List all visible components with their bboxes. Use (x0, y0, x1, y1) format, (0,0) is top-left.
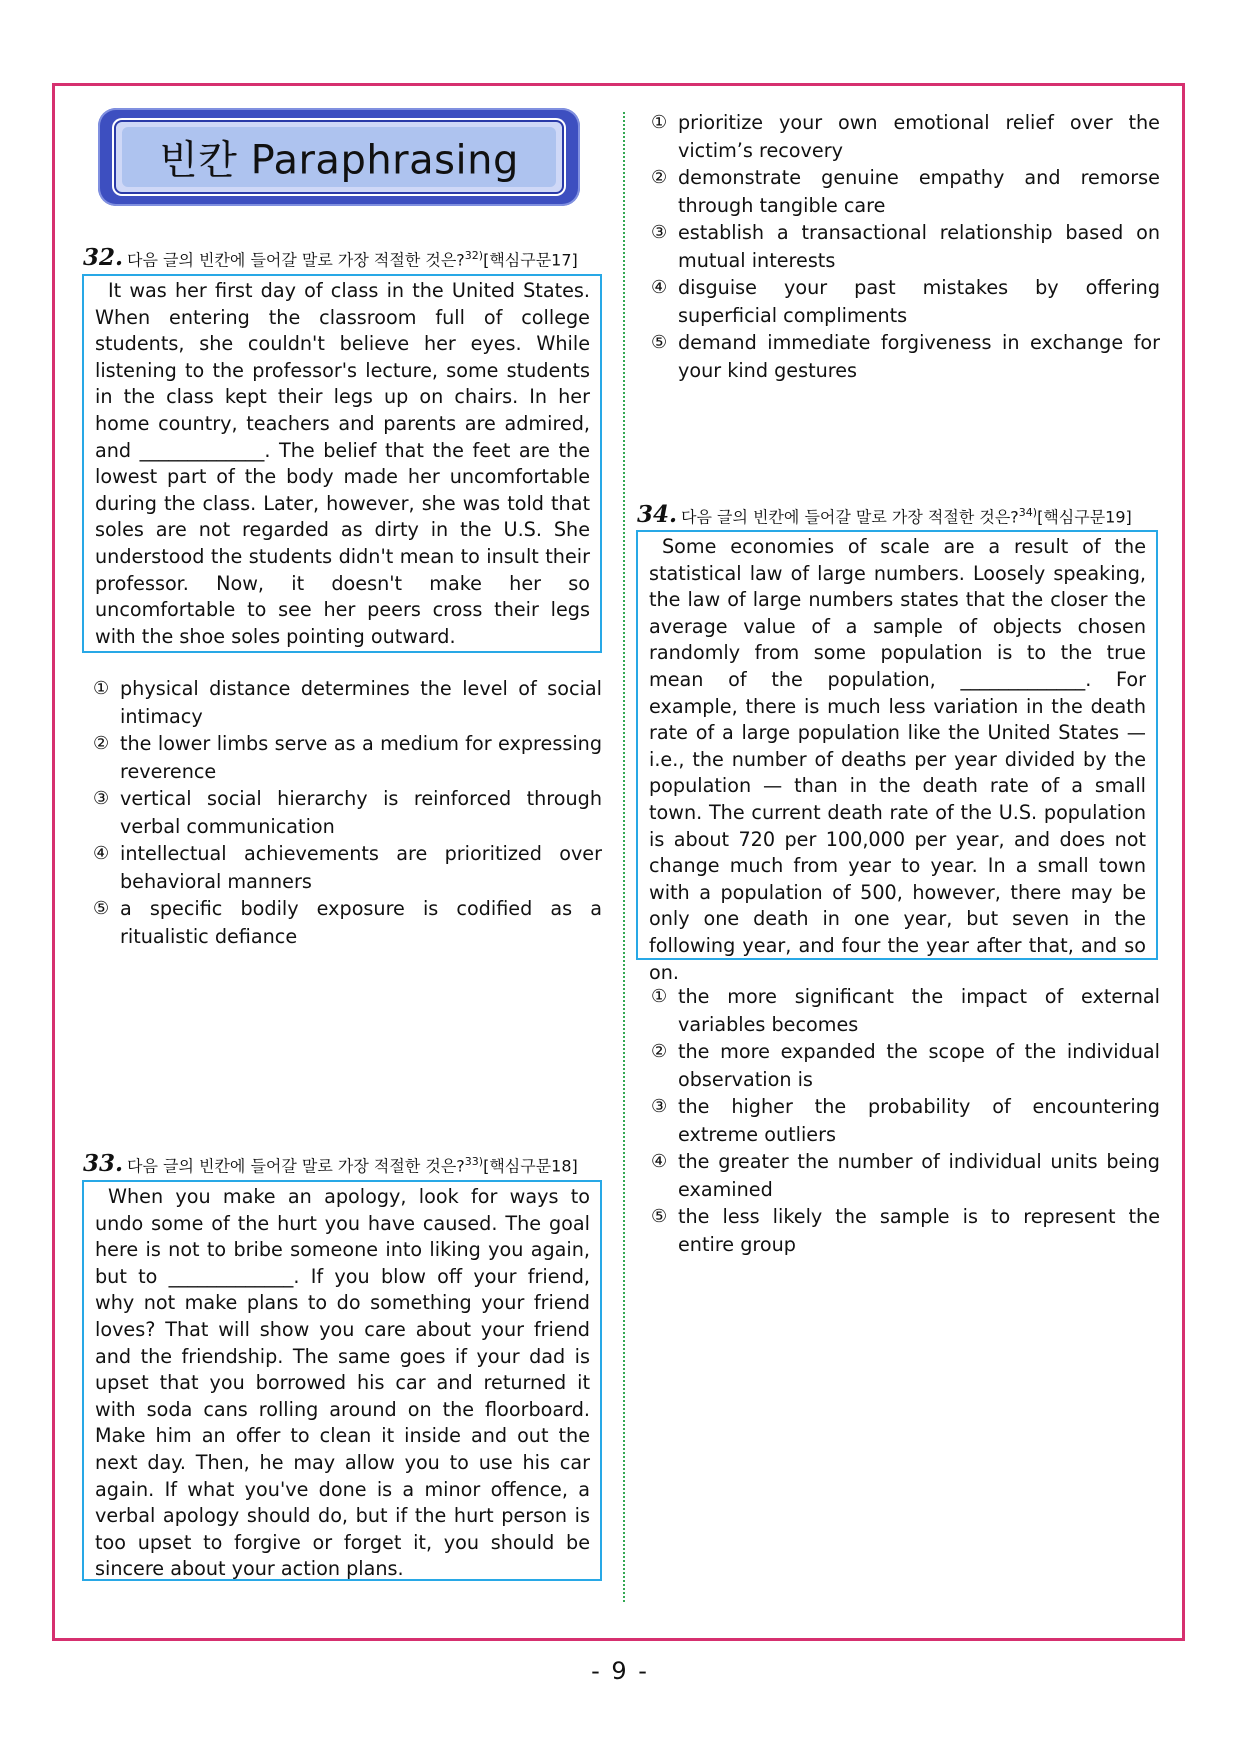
option-4[interactable] (93, 840, 602, 895)
title-fill (122, 127, 556, 187)
option-text: the more significant the impact of external variables becomes (678, 985, 1160, 1036)
option-4[interactable] (651, 1148, 1160, 1203)
question-32-passage: It was her first day of class in the United States. When entering the classroom full of college students, she couldn't believe her eyes. While listening to the professor's lecture, some students in the class kept their legs up on chairs. In her home country, teachers and parents are admired, and _____________. The belief that the feet are the lowest part of the body made her uncomfortable during the class. Later, however, she was told that soles are not regarded as dirty in the U.S. She understood the students didn't mean to insult their professor. Now, it doesn't make her so uncomfortable to see her peers cross their legs with the shoe soles pointing outward. (82, 274, 602, 653)
question-34-options (651, 983, 1160, 1258)
option-text: demand immediate forgiveness in exchange for your kind gestures (678, 331, 1160, 382)
question-tag: [핵심구문19] (1037, 507, 1132, 527)
option-text: disguise your past mistakes by offering superficial compliments (678, 276, 1160, 327)
option-marker: ③ (651, 222, 668, 243)
option-text: the lower limbs serve as a medium for expressing reverence (120, 732, 602, 783)
question-prompt: 다음 글의 빈칸에 들어갈 말로 가장 적절한 것은? (127, 1156, 465, 1176)
question-32-header (83, 245, 578, 271)
option-1[interactable] (651, 109, 1160, 164)
option-2[interactable] (651, 1038, 1160, 1093)
question-prompt: 다음 글의 빈칸에 들어갈 말로 가장 적절한 것은? (681, 507, 1019, 527)
question-number: 33. (83, 1150, 124, 1178)
option-1[interactable] (651, 983, 1160, 1038)
question-33-passage: When you make an apology, look for ways to undo some of the hurt you have caused. The goal here is not to bribe someone into liking you again, but to _____________. If you blow off your friend, why not make plans to do something your friend loves? That will show you care about your friend and the friendship. The same goes if your dad is upset that you borrowed his car and returned it with soda cans rolling around on the floorboard. Make him an offer to clean it inside and out the next day. Then, he may allow you to use his car again. If what you've done is a minor offence, a verbal apology should do, but if the hurt person is too upset to forgive or forget it, you should be sincere about your action plans. (82, 1180, 602, 1581)
option-text: physical distance determines the level of social intimacy (120, 677, 602, 728)
option-text: vertical social hierarchy is reinforced through verbal communication (120, 787, 602, 838)
question-tag: [핵심구문17] (483, 250, 578, 270)
option-marker: ⑤ (93, 898, 110, 919)
question-number: 34. (637, 501, 678, 529)
question-32-options (93, 675, 602, 950)
option-text: prioritize your own emotional relief over the victim’s recovery (678, 111, 1160, 162)
footnote-marker: 32) (464, 249, 484, 262)
question-number: 32. (83, 244, 124, 272)
option-5[interactable] (93, 895, 602, 950)
option-marker: ⑤ (651, 332, 668, 353)
option-text: the less likely the sample is to represent the entire group (678, 1205, 1160, 1256)
question-33-options (651, 109, 1160, 384)
option-marker: ① (651, 986, 668, 1007)
option-text: establish a transactional relationship based on mutual interests (678, 221, 1160, 272)
option-2[interactable] (651, 164, 1160, 219)
option-5[interactable] (651, 1203, 1160, 1258)
option-marker: ① (93, 678, 110, 699)
option-marker: ③ (651, 1096, 668, 1117)
option-3[interactable] (93, 785, 602, 840)
footnote-marker: 34) (1018, 506, 1038, 519)
option-marker: ④ (651, 1151, 668, 1172)
option-2[interactable] (93, 730, 602, 785)
option-marker: ⑤ (651, 1206, 668, 1227)
option-text: intellectual achievements are prioritized over behavioral manners (120, 842, 602, 893)
page-number: - 9 - (591, 1657, 649, 1685)
section-title-banner (98, 108, 580, 206)
footnote-marker: 33) (464, 1155, 484, 1168)
option-3[interactable] (651, 1093, 1160, 1148)
option-4[interactable] (651, 274, 1160, 329)
option-1[interactable] (93, 675, 602, 730)
title-inner-frame (112, 118, 566, 196)
option-marker: ④ (651, 277, 668, 298)
question-34-passage: Some economies of scale are a result of the statistical law of large numbers. Loosely speaking, the law of large numbers states that the closer the average value of a sample of objects chosen randomly from some population is to the true mean of the population, _____________. For example, there is much less variation in the death rate of a large population like the United States — i.e., the number of deaths per year divided by the population — than in the death rate of a small town. The current death rate of the U.S. population is about 720 per 100,000 per year, and does not change much from year to year. In a small town with a population of 500, however, there may be only one death in one year, but seven in the following year, and four the year after that, and so on. (636, 530, 1158, 960)
column-divider (623, 112, 625, 1602)
option-text: the more expanded the scope of the individual observation is (678, 1040, 1160, 1091)
option-text: demonstrate genuine empathy and remorse through tangible care (678, 166, 1160, 217)
question-33-header (83, 1151, 578, 1177)
option-marker: ③ (93, 788, 110, 809)
question-prompt: 다음 글의 빈칸에 들어갈 말로 가장 적절한 것은? (127, 250, 465, 270)
option-marker: ② (651, 1041, 668, 1062)
option-3[interactable] (651, 219, 1160, 274)
option-text: a specific bodily exposure is codified as a ritualistic defiance (120, 897, 602, 948)
option-5[interactable] (651, 329, 1160, 384)
option-text: the higher the probability of encountering extreme outliers (678, 1095, 1160, 1146)
option-marker: ② (93, 733, 110, 754)
question-34-header (637, 502, 1132, 528)
section-title: 빈칸 Paraphrasing (159, 137, 519, 184)
option-marker: ④ (93, 843, 110, 864)
question-tag: [핵심구문18] (483, 1156, 578, 1176)
option-text: the greater the number of individual units being examined (678, 1150, 1160, 1201)
option-marker: ② (651, 167, 668, 188)
option-marker: ① (651, 112, 668, 133)
